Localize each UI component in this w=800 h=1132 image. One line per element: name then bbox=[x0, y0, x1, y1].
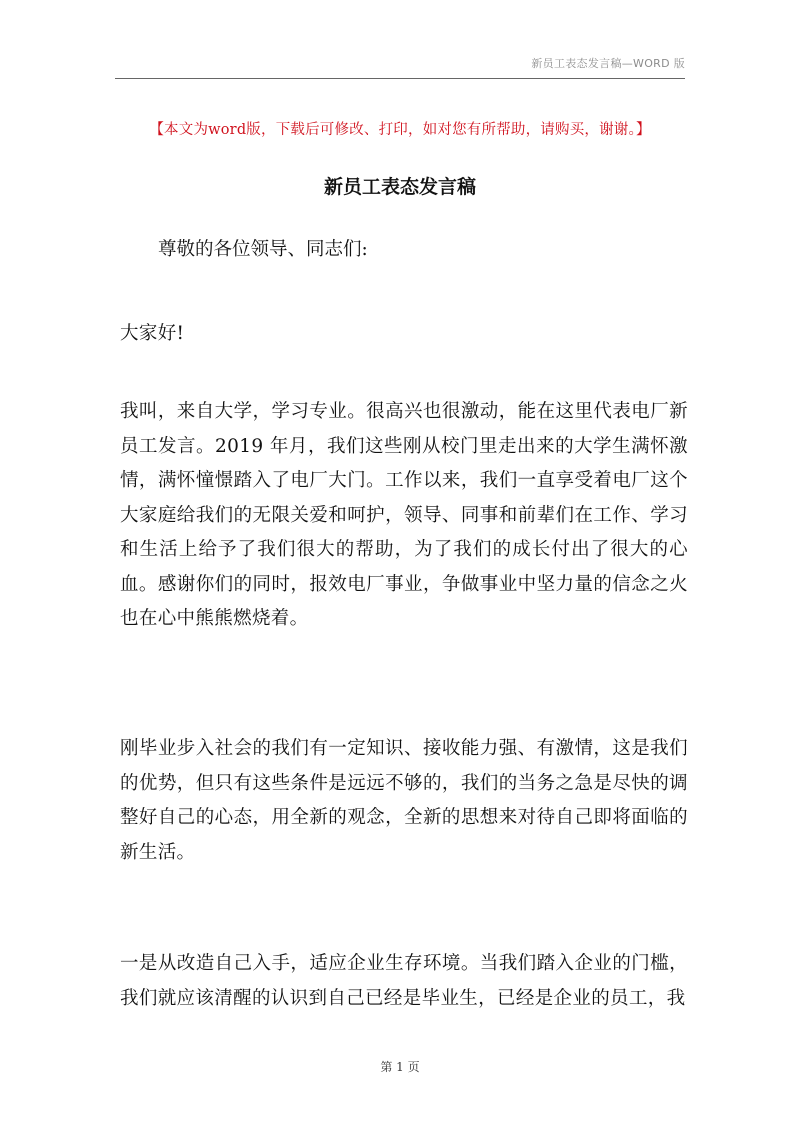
greeting: 尊敬的各位领导、同志们: bbox=[158, 239, 368, 260]
paragraph-2: 我叫，来自大学，学习专业。很高兴也很激动，能在这里代表电厂新员工发言。2019 年月，我们这些刚从校门里走出来的大学生满怀激情，满怀憧憬踏入了电厂大门。工作以来，我们一直享受着电厂这个大家庭给我们的无限关爱和呵护，领导、同事和前辈们在工作、学习和生活上给予了我们很大的帮助，为了我们的成长付出了很大的心血。感谢你们的同时，报效电厂事业，争做事业中坚力量的信念之火也在心中熊熊燃烧着。 bbox=[120, 401, 688, 629]
paragraph-1: 大家好! bbox=[120, 323, 185, 344]
header-title: 新员工表态发言稿—WORD 版 bbox=[531, 57, 685, 70]
page-header bbox=[115, 52, 685, 79]
document-title: 新员工表态发言稿 bbox=[323, 176, 476, 198]
download-notice: 【本文为word版，下载后可修改、打印，如对您有所帮助，请购买，谢谢。】 bbox=[149, 122, 651, 138]
paragraph-3: 刚毕业步入社会的我们有一定知识、接收能力强、有激情，这是我们的优势，但只有这些条件是远远不够的，我们的当务之急是尽快的调整好自己的心态，用全新的观念，全新的思想来对待自己即将面临的新生活。 bbox=[120, 738, 688, 863]
paragraph-4: 一是从改造自己入手，适应企业生存环境。当我们踏入企业的门槛，我们就应该清醒的认识到自己已经是毕业生，已经是企业的员工，我 bbox=[120, 953, 688, 1009]
page-number: 第 1 页 bbox=[380, 1060, 420, 1074]
